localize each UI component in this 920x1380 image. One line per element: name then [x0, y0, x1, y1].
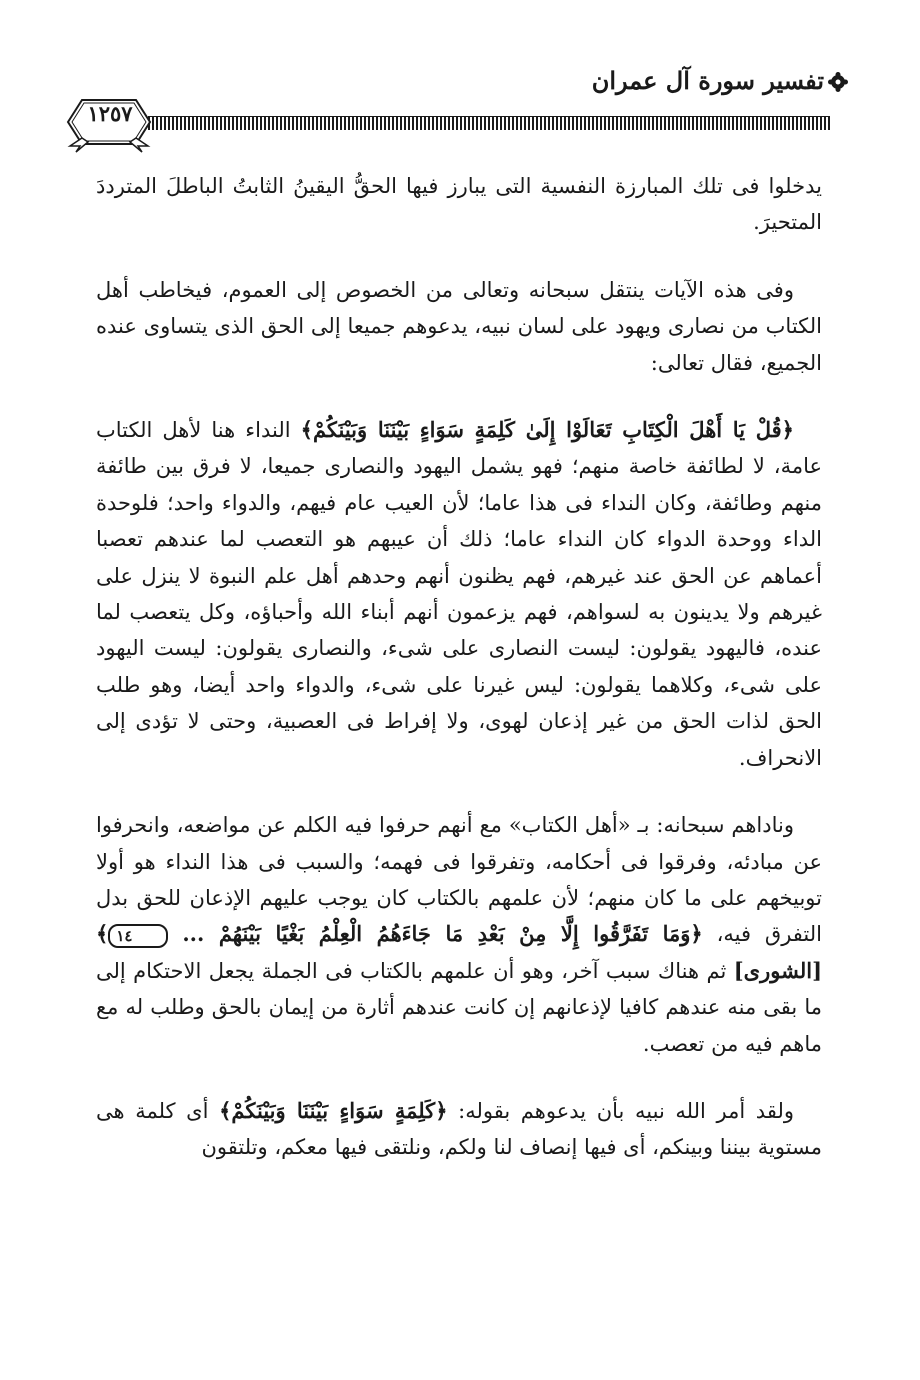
- paragraph-3: [96, 412, 822, 776]
- quran-close-bracket: ﴾: [300, 417, 313, 443]
- quran-verse: وَمَا تَفَرَّقُوا إِلَّا مِنْ بَعْدِ مَا جَاءَهُمُ الْعِلْمُ بَغْيًا بَيْنَهُمْ ...: [182, 921, 691, 947]
- running-header-title: تفسير سورة آل عمران: [591, 66, 824, 95]
- page-number: ١٢٥٧: [87, 101, 133, 126]
- paragraph-2: وفى هذه الآيات ينتقل سبحانه وتعالى من الخصوص إلى العموم، فيخاطب أهل الكتاب من نصارى ويهود على لسان نبيه، يدعوهم جميعا إلى الحق الذى يتساوى عنده الجميع، فقال تعالى:: [96, 277, 822, 375]
- paragraph-4-text-before: وناداهم سبحانه: بـ «أهل الكتاب» مع أنهم حرفوا فيه الكلم عن مواضعه، وانحرفوا عن مبادئه، وفرقوا فى أحكامه، وتفرقوا فى فهمه؛ والسبب فى هذا النداء هو أولا توبيخهم على ما كان منهم؛ لأن علمهم بالكتاب كان يوجب عليهم الإذعان للحق بدل التفرق فيه،: [96, 813, 822, 947]
- paragraph-gap: [96, 1062, 822, 1093]
- paragraph-3-text: النداء هنا لأهل الكتاب عامة، لا لطائفة خاصة منهم؛ فهو يشمل اليهود والنصارى جميعا، لا فرق بين طائفة منهم وطائفة، وكان النداء فى هذا عاما؛ لأن العيب عام فيهم، والدواء واحد؛ فلوحدة الداء ووحدة الدواء كان النداء عاما؛ ذلك أن عيبهم هو التعصب لما عندهم تعصبا أعماهم عن الحق عند غيرهم، فهم يظنون أنهم وحدهم أهل علم النبوة لا ينزل على غيرهم ولا يدينون به لسواهم، فهم يزعمون أنهم أبناء الله وأحباؤه، وكل يتعصب لما عنده، فاليهود يقولون: ليست النصارى على شىء، والنصارى يقولون: ليست اليهود على شىء، وكلاهما يقولون: ليس غيرنا على شىء، والدواء واحد أيضا، وهو طلب الحق لذات الحق من غير إذعان لهوى، ولا إفراط فى العصبية، وحتى لا تؤدى إلى الانحراف.: [96, 418, 822, 770]
- surah-reference: [الشورى]: [733, 957, 822, 983]
- paragraph-5: [96, 1093, 822, 1166]
- header-hatched-rule: [148, 117, 830, 130]
- paragraph-4-text-after: ثم هناك سبب آخر، وهو أن علمهم بالكتاب فى الجملة يجعل الاحتكام إلى ما بقى منه عندهم كافيا لإذعانهم إن كانت عندهم أثارة من إيمان بالحق وطلب له مع ماهم فيه من تعصب.: [96, 958, 822, 1056]
- paragraph-1: يدخلوا فى تلك المبارزة النفسية التى يبارز فيها الحقُّ اليقينُ الثابتُ الباطلَ المترددَ المتحيرَ.: [96, 174, 822, 235]
- paragraph-gap: [96, 776, 822, 807]
- paragraph-4: [96, 807, 822, 1062]
- quran-close-bracket: ﴾: [96, 921, 109, 947]
- quran-verse: كَلِمَةٍ سَوَاءٍ بَيْنَنَا وَبَيْنَكُمْ: [231, 1097, 436, 1123]
- body-text: [96, 168, 822, 1166]
- paragraph-5-text-after: أى كلمة هى مستوية بيننا وبينكم، أى فيها إنصاف لنا ولكم، ونلتقى فيها معكم، وتلتقون: [96, 1098, 822, 1160]
- ayah-number-badge: ١٤: [108, 924, 168, 948]
- paragraph-gap: [96, 241, 822, 272]
- flower-ornament-icon: [828, 72, 848, 92]
- paragraph-5-text-before: ولقد أمر الله نبيه بأن يدعوهم بقوله:: [447, 1098, 794, 1123]
- quran-close-bracket: ﴾: [219, 1097, 232, 1123]
- quran-open-bracket: ﴿: [690, 921, 703, 947]
- paragraph-gap: [96, 381, 822, 412]
- quran-open-bracket: ﴿: [435, 1097, 448, 1123]
- quran-open-bracket: ﴿: [781, 417, 794, 443]
- quran-verse: قُلْ يَا أَهْلَ الْكِتَابِ تَعَالَوْا إِلَىٰ كَلِمَةٍ سَوَاءٍ بَيْنَنَا وَبَيْنَكُمْ: [312, 417, 782, 443]
